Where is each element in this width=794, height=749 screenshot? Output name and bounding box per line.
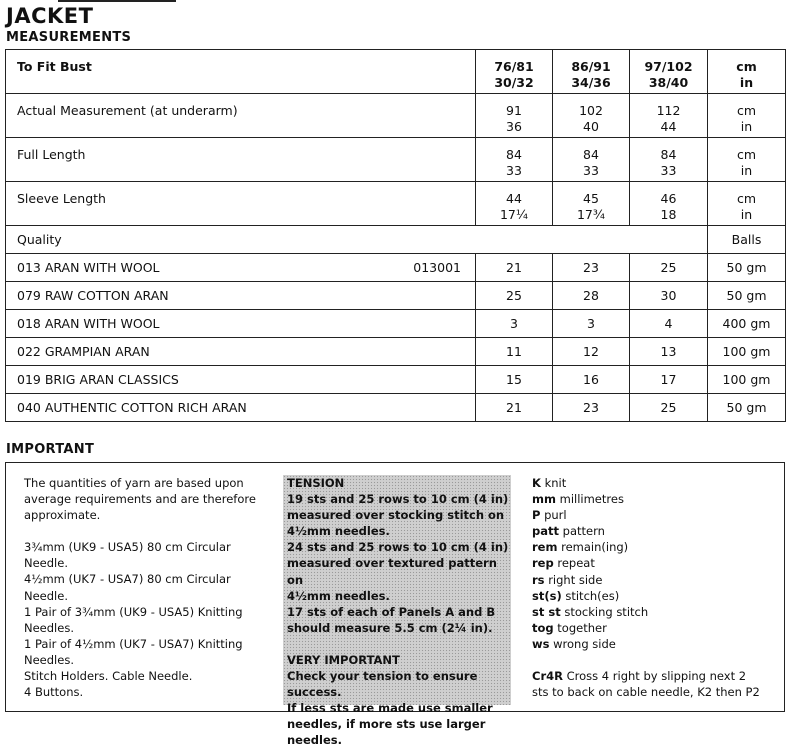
text-line: 1 Pair of 3¾mm (UK9 - USA5) Knitting (24, 604, 243, 619)
value-cell: 45 17¾ (553, 182, 630, 226)
unit-cell: 50 gm (708, 282, 786, 310)
text-line: Needle. (24, 556, 68, 571)
yarn-and-needles-column (24, 475, 274, 700)
quality-label: Quality (6, 226, 708, 254)
text-line: needles, if more sts use larger needles. (287, 717, 486, 748)
section-heading-important: IMPORTANT (6, 442, 95, 457)
yarn-row (6, 282, 786, 310)
abbreviation-item: rs right side (532, 572, 603, 587)
abbreviation-item: rem remain(ing) (532, 540, 629, 555)
text-line: 1 Pair of 4½mm (UK7 - USA7) Knitting (24, 636, 243, 651)
yarn-name: 019 BRIG ARAN CLASSICS (6, 366, 476, 394)
value-cell: 84 33 (553, 138, 630, 182)
top-rule (58, 0, 176, 2)
text-line: 19 sts and 25 rows to 10 cm (4 in) (287, 492, 509, 507)
yarn-name: 018 ARAN WITH WOOL (6, 310, 476, 338)
row-label: Actual Measurement (at underarm) (6, 94, 476, 138)
value-cell: 25 (476, 282, 553, 310)
value-cell: 12 (553, 338, 630, 366)
value-cell: 91 36 (476, 94, 553, 138)
yarn-name: 040 AUTHENTIC COTTON RICH ARAN (6, 394, 476, 422)
unit-cell: 100 gm (708, 366, 786, 394)
value-cell: 3 (553, 310, 630, 338)
value-cell: 84 33 (476, 138, 553, 182)
row-label: Full Length (6, 138, 476, 182)
value-cell: 23 (553, 394, 630, 422)
size-cell: 86/91 34/36 (553, 50, 630, 94)
unit-cell: cm in (708, 94, 786, 138)
unit-cell: 50 gm (708, 394, 786, 422)
abbreviation-item: mm millimetres (532, 492, 624, 507)
abbreviation-item: P purl (532, 508, 567, 523)
text-line: 4 Buttons. (24, 685, 84, 700)
unit-cell: cm in (708, 182, 786, 226)
text-line: approximate. (24, 508, 101, 523)
abbreviation-item: K knit (532, 476, 567, 490)
header-row (6, 50, 786, 94)
text-line: average requirements and are therefore (24, 492, 256, 507)
text-line: 3¾mm (UK9 - USA5) 80 cm Circular (24, 540, 231, 555)
text-line: sts to back on cable needle, K2 then P2 (532, 685, 760, 700)
unit-cell: 100 gm (708, 338, 786, 366)
abbreviation-item: patt pattern (532, 524, 605, 539)
value-cell: 21 (476, 254, 553, 282)
tension-panel (283, 475, 511, 748)
unit-cell: 400 gm (708, 310, 786, 338)
size-cell: 76/81 30/32 (476, 50, 553, 94)
page-title: JACKET (6, 4, 94, 28)
value-cell: 25 (630, 254, 708, 282)
text-line: Needles. (24, 652, 74, 667)
tension-heading: TENSION (287, 476, 345, 490)
value-cell: 16 (553, 366, 630, 394)
balls-label: Balls (708, 226, 786, 254)
measurements-table (5, 49, 786, 422)
text-line: Needles. (24, 620, 74, 635)
measure-row (6, 94, 786, 138)
cable-abbreviation: Cr4R Cross 4 right by slipping next 2 (532, 669, 747, 684)
yarn-name: 022 GRAMPIAN ARAN (6, 338, 476, 366)
value-cell: 84 33 (630, 138, 708, 182)
yarn-row (6, 310, 786, 338)
abbreviations-column (532, 475, 782, 700)
quality-header-row (6, 226, 786, 254)
text-line: Needle. (24, 588, 68, 603)
yarn-row (6, 394, 786, 422)
size-cell: 97/102 38/40 (630, 50, 708, 94)
yarn-name: 079 RAW COTTON ARAN (6, 282, 476, 310)
measure-row (6, 182, 786, 226)
value-cell: 3 (476, 310, 553, 338)
value-cell: 21 (476, 394, 553, 422)
value-cell: 13 (630, 338, 708, 366)
text-line: If less sts are made use smaller (287, 701, 493, 716)
text-line: The quantities of yarn are based upon (24, 476, 244, 490)
unit-cell: cm in (708, 138, 786, 182)
row-label: Sleeve Length (6, 182, 476, 226)
text-line: 17 sts of each of Panels A and B (287, 604, 496, 619)
value-cell: 15 (476, 366, 553, 394)
section-heading-measurements: MEASUREMENTS (6, 30, 132, 45)
very-important-heading: VERY IMPORTANT (287, 652, 400, 667)
text-line: Check your tension to ensure success. (287, 669, 478, 700)
value-cell: 28 (553, 282, 630, 310)
text-line: 4½mm (UK7 - USA7) 80 cm Circular (24, 572, 231, 587)
yarn-row (6, 338, 786, 366)
unit-cell: cm in (708, 50, 786, 94)
text-line: measured over stocking stitch on (287, 508, 505, 523)
value-cell: 23 (553, 254, 630, 282)
value-cell: 4 (630, 310, 708, 338)
abbreviation-item: ws wrong side (532, 636, 616, 651)
unit-cell: 50 gm (708, 254, 786, 282)
text-line: Stitch Holders. Cable Needle. (24, 669, 193, 684)
text-line: should measure 5.5 cm (2¼ in). (287, 620, 493, 635)
text-line: 4½mm needles. (287, 524, 390, 539)
value-cell: 102 40 (553, 94, 630, 138)
value-cell: 11 (476, 338, 553, 366)
text-line: measured over textured pattern on (287, 556, 497, 587)
value-cell: 46 18 (630, 182, 708, 226)
abbreviation-item: tog together (532, 620, 607, 635)
text-line: 4½mm needles. (287, 588, 390, 603)
value-cell: 17 (630, 366, 708, 394)
row-label: To Fit Bust (6, 50, 476, 94)
value-cell: 112 44 (630, 94, 708, 138)
measure-row (6, 138, 786, 182)
value-cell: 25 (630, 394, 708, 422)
yarn-name: 013001 013 ARAN WITH WOOL (6, 254, 476, 282)
abbreviation-item: rep repeat (532, 556, 595, 571)
abbreviation-item: st(s) stitch(es) (532, 588, 620, 603)
text-line: 24 sts and 25 rows to 10 cm (4 in) (287, 540, 509, 555)
yarn-row (6, 366, 786, 394)
value-cell: 44 17¼ (476, 182, 553, 226)
yarn-row (6, 254, 786, 282)
abbreviation-item: st st stocking stitch (532, 604, 649, 619)
value-cell: 30 (630, 282, 708, 310)
